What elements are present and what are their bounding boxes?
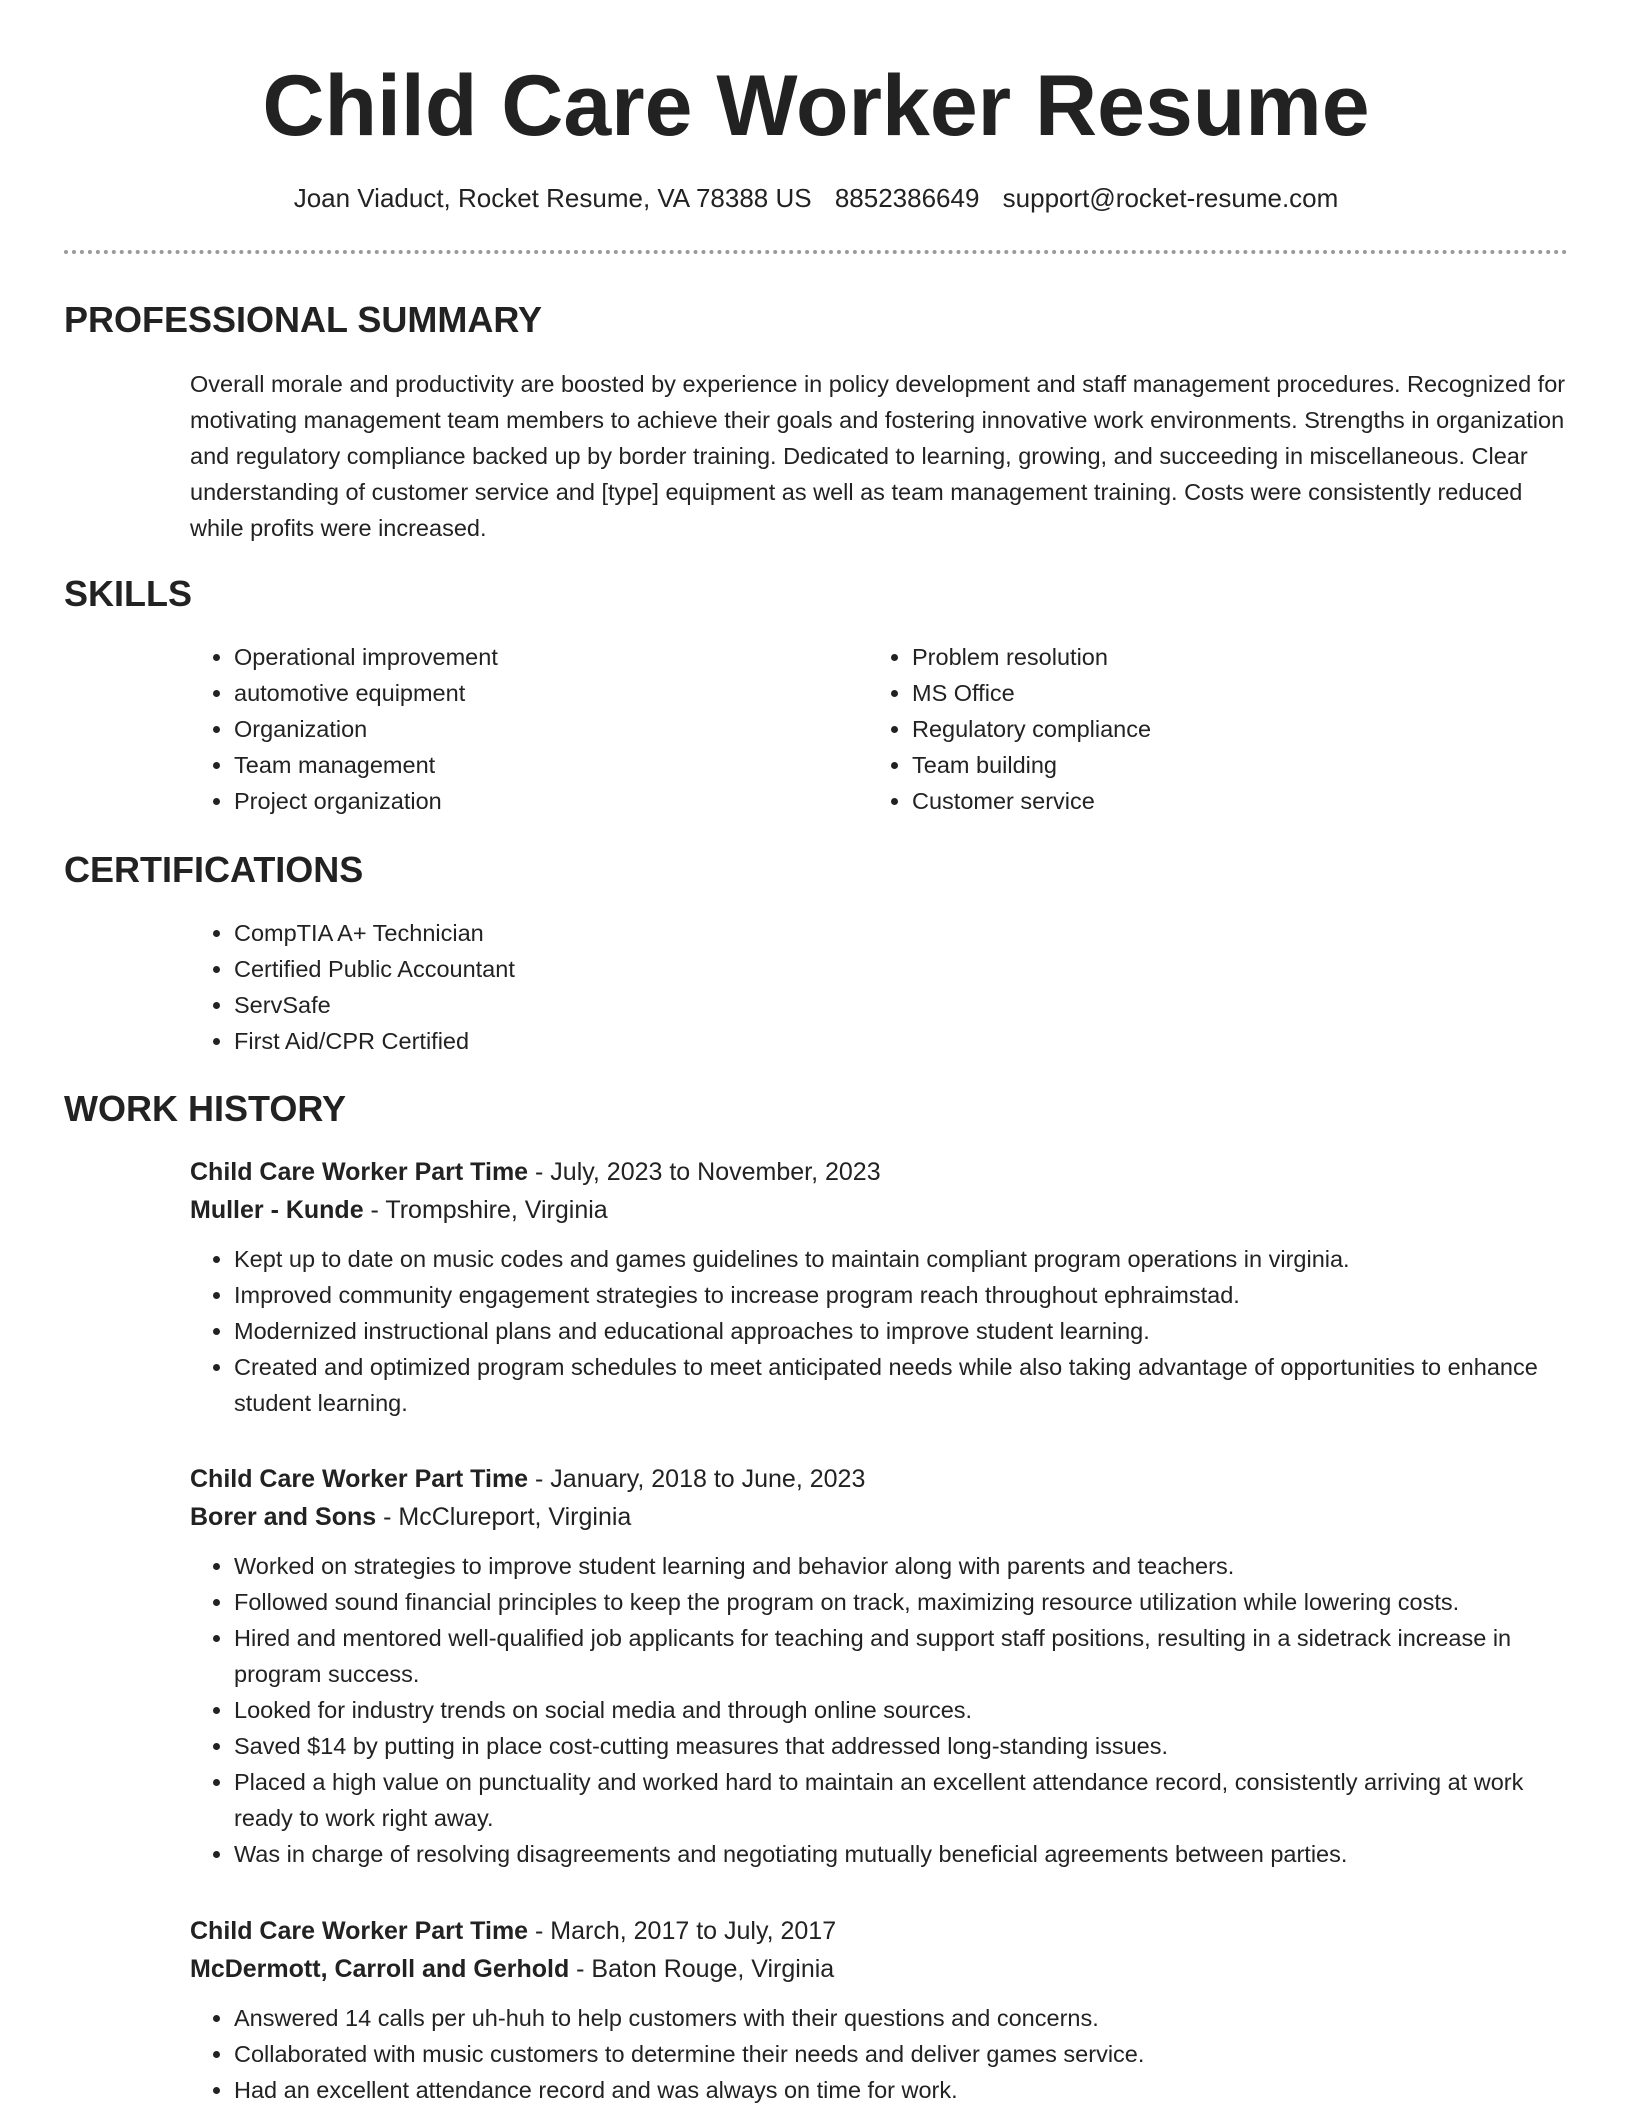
list-item: • Problem resolution <box>912 639 1468 675</box>
certifications-list <box>190 915 990 1059</box>
list-item: • Created and optimized program schedules to meet anticipated needs while also taking advantage of opportunities to enhance student learning. <box>234 1349 1570 1421</box>
certifications-heading: CERTIFICATIONS <box>64 849 364 890</box>
skills-left-list <box>190 639 790 819</box>
list-item: • Modernized instructional plans and educational approaches to improve student learning. <box>234 1313 1570 1349</box>
job-bullets <box>190 2000 1570 2108</box>
job-entry <box>190 1153 1570 1421</box>
list-item: • Placed a high value on punctuality and worked hard to maintain an excellent attendance record, consistently arriving at work ready to work right away. <box>234 1764 1570 1836</box>
job-location: - McClureport, Virginia <box>376 1503 632 1531</box>
skills-right-column <box>868 639 1468 819</box>
list-item: • Team management <box>234 747 790 783</box>
list-item: • ServSafe <box>234 987 990 1023</box>
job-bullets <box>190 1241 1570 1421</box>
resume-title: Child Care Worker Resume <box>262 58 1370 154</box>
job-company-line <box>190 1191 1570 1229</box>
certifications-block <box>190 915 990 1059</box>
skills-right-list <box>868 639 1468 819</box>
list-item: • Operational improvement <box>234 639 790 675</box>
job-title-line <box>190 1912 1570 1950</box>
list-item: • First Aid/CPR Certified <box>234 1023 990 1059</box>
summary-text: Overall morale and productivity are boosted by experience in policy development and staff management procedures. Recognized for motivating management team members to achieve their goals and fostering innovative work environments. Strengths in organization and regulatory compliance backed up by border training. Dedicated to learning, growing, and succeeding in miscellaneous. Clear understanding of customer service and [type] equipment as well as team management training. Costs were consistently reduced while profits were increased. <box>190 371 1566 541</box>
job-entry <box>190 1912 1570 2108</box>
contact-email: support@rocket-resume.com <box>1002 183 1339 213</box>
list-item: • Certified Public Accountant <box>234 951 990 987</box>
job-dates: - March, 2017 to July, 2017 <box>528 1917 837 1945</box>
list-item: • Hired and mentored well-qualified job applicants for teaching and support staff positions, resulting in a sidetrack increase in program success. <box>234 1620 1570 1692</box>
list-item: • Worked on strategies to improve student learning and behavior along with parents and teachers. <box>234 1548 1570 1584</box>
list-item: • Kept up to date on music codes and games guidelines to maintain compliant program operations in virginia. <box>234 1241 1570 1277</box>
work-history-heading: WORK HISTORY <box>64 1088 347 1129</box>
job-company: McDermott, Carroll and Gerhold <box>190 1955 570 1983</box>
list-item: • MS Office <box>912 675 1468 711</box>
job-title-line <box>190 1460 1570 1498</box>
list-item: • Looked for industry trends on social media and through online sources. <box>234 1692 1570 1728</box>
job-location: - Trompshire, Virginia <box>363 1196 608 1224</box>
job-title: Child Care Worker Part Time <box>190 1158 529 1186</box>
job-title-line <box>190 1153 1570 1191</box>
job-company: Muller - Kunde <box>190 1196 364 1224</box>
list-item: • Improved community engagement strategies to increase program reach throughout ephraimstad. <box>234 1277 1570 1313</box>
contact-line <box>0 180 1632 216</box>
job-bullets <box>190 1548 1570 1872</box>
list-item: • Followed sound financial principles to keep the program on track, maximizing resource utilization while lowering costs. <box>234 1584 1570 1620</box>
contact-phone: 8852386649 <box>834 183 980 213</box>
job-company-line <box>190 1950 1570 1988</box>
contact-address: Joan Viaduct, Rocket Resume, VA 78388 US <box>293 183 812 213</box>
job-location: - Baton Rouge, Virginia <box>569 1955 835 1983</box>
list-item: • Was in charge of resolving disagreements and negotiating mutually beneficial agreements between parties. <box>234 1836 1570 1872</box>
job-company: Borer and Sons <box>190 1503 377 1531</box>
list-item: • CompTIA A+ Technician <box>234 915 990 951</box>
list-item: • Organization <box>234 711 790 747</box>
list-item: • Had an excellent attendance record and was always on time for work. <box>234 2072 1570 2108</box>
list-item: • Answered 14 calls per uh-huh to help customers with their questions and concerns. <box>234 2000 1570 2036</box>
list-item: • Customer service <box>912 783 1468 819</box>
skills-left-column <box>190 639 790 819</box>
list-item: • Team building <box>912 747 1468 783</box>
job-dates: - January, 2018 to June, 2023 <box>528 1465 866 1493</box>
list-item: • Regulatory compliance <box>912 711 1468 747</box>
skills-heading: SKILLS <box>64 573 193 614</box>
job-dates: - July, 2023 to November, 2023 <box>528 1158 881 1186</box>
list-item: • Saved $14 by putting in place cost-cutting measures that addressed long-standing issues. <box>234 1728 1570 1764</box>
job-title: Child Care Worker Part Time <box>190 1917 529 1945</box>
job-title: Child Care Worker Part Time <box>190 1465 529 1493</box>
summary-heading: PROFESSIONAL SUMMARY <box>64 299 543 340</box>
header-divider <box>64 250 1568 254</box>
job-company-line <box>190 1498 1570 1536</box>
list-item: • Project organization <box>234 783 790 819</box>
job-entry <box>190 1460 1570 1872</box>
list-item: • automotive equipment <box>234 675 790 711</box>
list-item: • Collaborated with music customers to determine their needs and deliver games service. <box>234 2036 1570 2072</box>
